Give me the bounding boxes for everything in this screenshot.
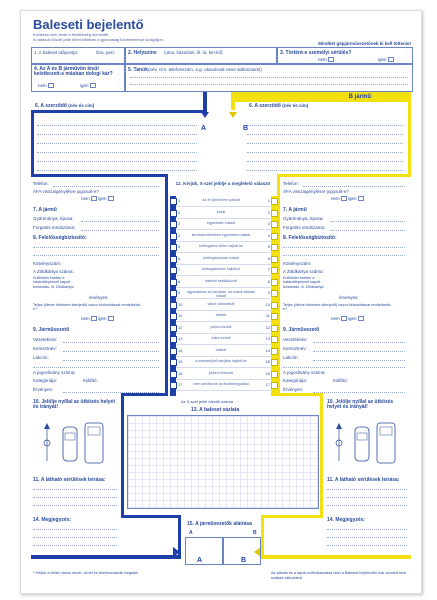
circumstance-row (176, 232, 272, 242)
checkbox-b[interactable] (271, 267, 278, 274)
a-vat-yes-checkbox[interactable] (108, 196, 114, 201)
row-number-b: 16 (265, 370, 270, 376)
bottom-a-letter: A (197, 557, 203, 564)
a-notes-label: 14. Megjegyzés: (33, 517, 72, 523)
vehicle-b-marker: B (243, 125, 249, 132)
checkbox-b[interactable] (271, 290, 278, 297)
row-text: jobbról érkezett (208, 370, 234, 375)
circumstance-row (176, 197, 272, 207)
row-number-a: 16 (178, 370, 183, 376)
b-vehicle-label: 7. A jármű (283, 207, 307, 213)
b-insurer-input-2[interactable] (283, 255, 405, 256)
row-text: körforgalmú térbe hajtott be (199, 244, 243, 248)
circumstance-row (176, 266, 272, 276)
b-insurer-label: 8. Felelősségbiztosító: (283, 235, 337, 241)
a-insurer-input[interactable] (33, 247, 159, 248)
row-number-a: 7 (178, 267, 181, 272)
injury-no-checkbox[interactable] (328, 57, 334, 62)
accident-report-form: Baleseti bejelentő Kezdésa nem lehet a felsőbbség elemeitől A hatások között jobb lehet kitöltsék a gyorsaság követelményt szolgáljon. Mindkét gépjárművezetőnek ki kell töltenie! 1. A baleset időpontja: Óra, perc 2. Helyszíne (utca, házszám, ill. út, km-kő) 3. Történt-e személyi sérülés? nem igen 4. Az A és B járművön kívül keletkezett-e másban dologi kár? nem igen 5. Tanúk (név, cím, telefonszám, a.g. utasoknak neve aláhúzandó) A B jármű B 6. A szerződő (név és cím) Telefon: ÁFA visszaigénylésre jogosult-e? nem igen 7. A jármű Gyártmánya, típusa: Forgalmi rendszáma: 8. Felelősségbiztosító: Kötvényszám: A Zöldkártya száma: Külföldön esetén a határátlépésnél kapott biztosítás, ill. Zöldkártya érvényes: Teljes (illetve törlésére kiterjedő) casco biztosítással rendelkezik-e? nem igen 9. Járművezető Vezetéknév: Keresztnév: Lakcím: A jogosítvány száma: Kategóriája: Kiállító: Érvényes: 10. Jelölje nyíllal az ütközés helyét és irányát! 11. A látható sérülések leírása: 14. Megjegyzés: 6. A szerződő (név és cím) Telefon: ÁFA visszaigénylésre jogosult-e? nem igen 7. A jármű Gyártmánya, típusa: Forgalmi rendszáma: 8. Felelősségbiztosító: Kötvényszám: A Zöldkártya száma: Külföldön esetén a határátlépésnél kapott biztosítás, ill. Zöldkártya érvényes: Teljes (illetve törlésére kiterjedő) casco biztosítással rendelkezik-e? nem igen 9. Járművezető Vezetéknév: Keresztnév: Lakcím: A jogosítvány száma: Kategóriája: Kiállító: Érvényes: 10. Jelölje nyíllal az ütközés helyét és irányát! 11. A látható sérülések leírása: 14. Megjegyzés: 12. Kérjük, X-szel jelölje a megfelelő választ! 1 Az én járművem parkolt 1 2 indult 2 3 egyenesen haladt 3 4 kereszteződésben egyenesen haladt 4 5 körforgalmú térbe hajtott be 5 6 körforgalomban haladt 6 7 körforgalomból hajtott ki 7 8 hátulról nekiütközött 8 9 ugyanabban az irányban, de másik sávban haladt 9 10 sávot változtatott 10 11 előzött 11 12 jobbra fordult 12 13 balra fordult 13 14 tolatott 14 15 a szembejövő sávjába hajtott be 15 16 jobbról érkezett 16 17 nem tartotta be az elsőbbségadást 17 Az X-szel jelölt mezők száma 13. A baleset vázlata 15. A járművezetők aláírása A B A B * Kérjük a vétlen tanúk nevét, címét és telefonszámát megadni Az aláírás és a lapok szétválasztása után a Baleseti bejelentőn már semmit sem szabad változtatni! (20, 10, 422, 594)
form-title: Baleseti bejelentő (33, 17, 144, 32)
a-vat-label: ÁFA visszaigénylésre jogosult-e? (33, 189, 99, 194)
row-number-a: 1 (178, 198, 181, 203)
row-text: balra fordult (211, 336, 231, 340)
row-number-a: 5 (178, 244, 181, 249)
circumstance-row (176, 324, 272, 334)
checkbox-b[interactable] (271, 348, 278, 355)
a-casco-no-checkbox[interactable] (91, 316, 97, 321)
row-text: sávot változtatott (207, 301, 235, 306)
circumstance-row (176, 243, 272, 253)
row-number-a: 2 (178, 209, 181, 215)
b-surname-input[interactable] (313, 342, 405, 343)
row-number-b: 11 (265, 313, 270, 318)
b-contractor-label: 6. A szerződő (név és cím) (249, 103, 309, 109)
row-text: tolatott (215, 347, 227, 352)
b-make-input[interactable] (331, 221, 405, 222)
a-phone-input[interactable] (53, 186, 159, 187)
checkbox-b[interactable] (271, 198, 278, 205)
row-number-b: 3 (267, 221, 270, 226)
circumstances-section (171, 181, 275, 186)
time-field[interactable]: 1. A baleset időpontja: Óra, perc (31, 47, 125, 64)
row-number-b: 6 (267, 255, 270, 261)
row-number-b: 8 (267, 278, 270, 284)
injury-field[interactable]: 3. Történt-e személyi sérülés? nem igen (277, 47, 413, 64)
a-car-diagram-icon[interactable] (39, 421, 109, 466)
circumstances-list (176, 197, 271, 397)
count-label: Az X-szel jelölt mezők száma (181, 399, 234, 404)
row-text: ugyanabban az irányban, de másik sávban haladt (186, 290, 256, 298)
b-contractor-lines[interactable] (247, 117, 403, 171)
a-contractor-lines[interactable] (37, 117, 197, 171)
vehicle-b-header-bar: B jármű (231, 92, 411, 102)
a-notes-input-3[interactable] (33, 545, 117, 546)
a-vehicle-label: 7. A jármű (33, 207, 57, 213)
b-insurer-input[interactable] (283, 247, 405, 248)
row-number-b: 14 (265, 347, 270, 353)
b-notes-input[interactable] (327, 529, 407, 530)
row-text: jobbra fordult (210, 324, 232, 329)
other-damage-no-checkbox[interactable] (48, 83, 54, 88)
circumstance-row (176, 381, 272, 391)
row-number-a: 10 (178, 301, 183, 307)
b-address-input[interactable] (313, 360, 405, 361)
circumstance-row (176, 301, 272, 311)
a-address-input[interactable] (63, 360, 159, 361)
row-number-b: 12 (265, 324, 270, 330)
b-damage-label: 11. A látható sérülések leírása: (327, 477, 400, 483)
b-plate-input[interactable] (331, 230, 405, 231)
other-damage-yes-checkbox[interactable] (90, 83, 96, 88)
row-text: egyenesen haladt (206, 221, 236, 225)
row-number-a: 8 (178, 278, 181, 284)
row-text: előzött (215, 313, 227, 317)
b-vat-no-checkbox[interactable] (341, 196, 347, 201)
checkbox-b[interactable] (271, 336, 278, 343)
row-text: a szembejövő sávjába hajtott be (195, 359, 247, 363)
checkbox-b[interactable] (271, 256, 278, 263)
vehicle-b-arrow-icon (229, 112, 237, 118)
checkbox-b[interactable] (271, 233, 278, 240)
row-number-b: 10 (265, 301, 270, 307)
b-impact-label: 10. Jelölje nyíllal az ütközés helyét és irányát! (327, 399, 394, 410)
sketch-label: 13. A baleset vázlata (191, 407, 240, 413)
a-plate-input[interactable] (81, 230, 159, 231)
b-damage-input-2[interactable] (327, 497, 407, 498)
row-number-b: 15 (265, 359, 270, 364)
a-damage-label: 11. A látható sérülések leírása: (33, 477, 106, 483)
a-notes-input[interactable] (33, 529, 117, 530)
row-text: indult (216, 209, 226, 214)
circumstance-row (176, 335, 272, 345)
b-car-diagram-icon[interactable] (331, 421, 401, 466)
b-firstname-input[interactable] (313, 351, 405, 352)
circumstance-row (176, 278, 272, 288)
a-driver-label: 9. Járművezető (33, 327, 70, 333)
circumstances-header: 12. Kérjük, X-szel jelölje a megfelelő választ! (175, 181, 271, 186)
circumstance-row (176, 358, 272, 368)
a-insurer-label: 8. Felelősségbiztosító: (33, 235, 87, 241)
form-subtitle-1: Kezdésa nem lehet a felsőbbség elemeitől (33, 32, 109, 37)
row-number-a: 12 (178, 324, 183, 330)
checkbox-b[interactable] (271, 279, 278, 286)
a-vat-no-checkbox[interactable] (91, 196, 97, 201)
signature-a-field[interactable] (185, 537, 223, 565)
footer-right-note: Az aláírás és a lapok szétválasztása után a Baleseti bejelentőn már semmit sem szabad változtatni! (271, 571, 407, 580)
row-text: körforgalomban haladt (203, 255, 239, 260)
row-text: Az én járművem parkolt (202, 198, 240, 202)
b-phone-input[interactable] (303, 186, 405, 187)
row-number-a: 4 (178, 232, 181, 238)
a-damage-input-2[interactable] (33, 497, 117, 498)
a-contractor-label: 6. A szerződő (név és cím) (35, 103, 95, 109)
bottom-yellow-bar (261, 555, 411, 559)
row-number-a: 6 (178, 255, 181, 261)
bottom-b-letter: B (241, 557, 247, 564)
circumstance-row (176, 255, 272, 265)
row-text: hátulról nekiütközött (205, 278, 237, 283)
row-number-a: 17 (178, 382, 183, 387)
form-subtitle-2: A hatások között jobb lehet kitöltsék a gyorsaság követelményt szolgáljon. (33, 37, 164, 42)
a-impact-label: 10. Jelölje nyíllal az ütközés helyét és irányát! (33, 399, 115, 410)
signatures-label: 15. A járművezetők aláírása (187, 521, 252, 527)
row-number-a: 9 (178, 290, 181, 295)
circumstance-row (176, 220, 272, 230)
b-address-input-2[interactable] (283, 367, 405, 368)
checkbox-b[interactable] (271, 325, 278, 332)
footer-left-note: * Kérjük a vétlen tanúk nevét, címét és telefonszámát megadni (33, 571, 139, 575)
circumstance-row (176, 209, 272, 219)
b-driver-label: 9. Járművezető (283, 327, 320, 333)
a-damage-input[interactable] (33, 489, 117, 490)
a-insurer-input-2[interactable] (33, 255, 159, 256)
bottom-blue-bar (31, 555, 181, 559)
row-number-b: 4 (267, 232, 270, 238)
other-damage-field[interactable]: 4. Az A és B járművön kívül keletkezett-e másban dologi kár? nem igen (31, 64, 125, 92)
row-number-b: 5 (267, 244, 270, 249)
b-vat-yes-checkbox[interactable] (358, 196, 364, 201)
checkbox-b[interactable] (271, 371, 278, 378)
b-casco-no-checkbox[interactable] (341, 316, 347, 321)
b-damage-input-3[interactable] (327, 505, 407, 506)
row-number-b: 17 (265, 382, 270, 387)
a-phone-label: Telefon: (33, 181, 49, 186)
checkbox-b[interactable] (271, 359, 278, 366)
checkbox-b[interactable] (271, 382, 278, 389)
accident-sketch-area[interactable] (127, 415, 319, 509)
row-number-a: 3 (178, 221, 181, 226)
row-number-b: 1 (267, 198, 270, 203)
row-number-a: 14 (178, 347, 183, 353)
a-make-input[interactable] (81, 221, 159, 222)
witnesses-field[interactable]: 5. Tanúk (név, cím, telefonszám, a.g. utasoknak neve aláhúzandó) (125, 64, 413, 92)
a-address-input-2[interactable] (33, 367, 159, 368)
top-right-note: Mindkét gépjárművezetőnek ki kell töltenie! (318, 41, 411, 46)
row-number-a: 13 (178, 336, 183, 341)
row-number-b: 2 (267, 209, 270, 215)
checkbox-b[interactable] (271, 221, 278, 228)
b-vat-label: ÁFA visszaigénylésre jogosult-e? (283, 189, 349, 194)
checkbox-b[interactable] (271, 244, 278, 251)
row-number-b: 7 (267, 267, 270, 272)
row-text: körforgalomból hajtott ki (201, 267, 241, 271)
row-number-a: 11 (178, 313, 183, 318)
b-notes-input-3[interactable] (327, 545, 407, 546)
a-valid-input[interactable] (63, 392, 159, 393)
circumstance-row (176, 312, 272, 322)
circumstance-row (176, 347, 272, 357)
a-damage-input-3[interactable] (33, 505, 117, 506)
b-damage-input[interactable] (327, 489, 407, 490)
vehicle-a-arrow-icon (201, 112, 209, 118)
row-text: kereszteződésben egyenesen haladt (191, 232, 251, 237)
b-notes-label: 14. Megjegyzés: (327, 517, 366, 523)
injury-yes-checkbox[interactable] (388, 57, 394, 62)
circumstance-row (176, 289, 272, 299)
row-number-b: 13 (265, 336, 270, 341)
a-surname-input[interactable] (63, 342, 159, 343)
row-number-b: 9 (267, 290, 270, 295)
checkbox-b[interactable] (271, 210, 278, 217)
a-notes-input-2[interactable] (33, 537, 117, 538)
b-casco-yes-checkbox[interactable] (358, 316, 364, 321)
b-valid-input[interactable] (313, 392, 405, 393)
row-number-a: 15 (178, 359, 183, 364)
location-field[interactable]: 2. Helyszíne (utca, házszám, ill. út, km-kő) (125, 47, 277, 64)
circumstance-row (176, 370, 272, 380)
b-notes-input-2[interactable] (327, 537, 407, 538)
vehicle-a-marker: A (201, 125, 207, 132)
row-text: nem tartotta be az elsőbbségadást (193, 382, 249, 386)
checkbox-b[interactable] (271, 302, 278, 309)
b-phone-label: Telefon: (283, 181, 299, 186)
checkbox-b[interactable] (271, 313, 278, 320)
a-firstname-input[interactable] (63, 351, 159, 352)
a-casco-yes-checkbox[interactable] (108, 316, 114, 321)
